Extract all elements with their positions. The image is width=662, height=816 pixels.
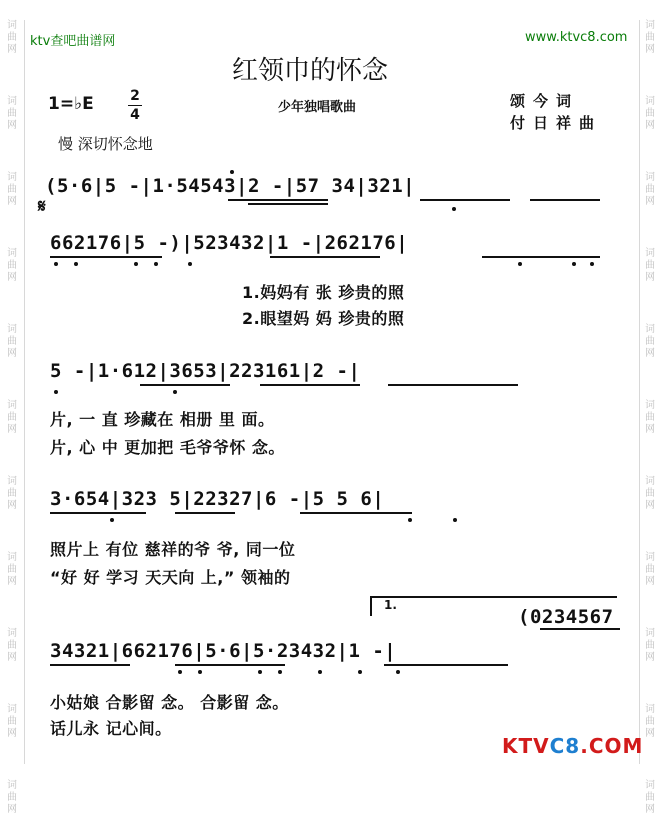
octave-dot — [258, 670, 262, 674]
logo-part-c8: C8 — [549, 734, 581, 758]
song-title: 红领巾的怀念 — [232, 56, 389, 86]
beam-line — [50, 664, 130, 666]
octave-dot — [134, 262, 138, 266]
beam-line — [175, 664, 285, 666]
beam-line — [300, 512, 412, 514]
octave-dot — [358, 670, 362, 674]
lyric-row-4-verse-2: “好 好 学习 天天向 上,” 领袖的 — [50, 568, 291, 587]
lyric-row-2-verse-2: 2.眼望妈 妈 珍贵的照 — [242, 309, 405, 328]
beam-line — [540, 628, 620, 630]
right-side-watermark: 词曲网 词曲网 词曲网 词曲网 词曲网 词曲网 词曲网 词曲网 词曲网 词曲网 词曲网 — [645, 20, 655, 815]
score-row-5: 34321|662176|5·6|5·23432|1 -| — [50, 640, 397, 662]
beam-line — [228, 199, 328, 201]
lyric-row-2-verse-1: 1.妈妈有 张 珍贵的照 — [242, 283, 405, 302]
octave-dot — [518, 262, 522, 266]
beam-line — [420, 199, 510, 201]
beam-line — [50, 512, 146, 514]
key-signature: 1=♭E — [48, 94, 94, 114]
beam-line — [530, 199, 600, 201]
song-genre: 少年独唱歌曲 — [278, 100, 357, 115]
beam-line — [388, 384, 518, 386]
time-signature-bottom: 4 — [130, 107, 140, 123]
lyric-row-5-verse-1: 小姑娘 合影留 念。 合影留 念。 — [50, 693, 289, 712]
octave-dot — [198, 670, 202, 674]
time-signature-line — [128, 105, 142, 106]
beam-line — [482, 256, 600, 258]
lyric-row-3-verse-2: 片, 心 中 更加把 毛爷爷怀 念。 — [50, 438, 285, 457]
octave-dot — [230, 170, 234, 174]
lyric-row-4-verse-1: 照片上 有位 慈祥的爷 爷, 同一位 — [50, 540, 296, 559]
beam-line — [140, 384, 230, 386]
octave-dot — [318, 670, 322, 674]
lyric-row-5-verse-2: 话儿永 记心间。 — [50, 719, 172, 738]
beam-line — [270, 256, 380, 258]
score-row-1: (5·6|5 -|1·54543|2 -|57 34|321| — [45, 175, 416, 197]
volta-number: 1. — [384, 598, 397, 612]
tempo-marking: 慢 深切怀念地 — [58, 135, 153, 153]
composer-credit: 付日祥曲 — [510, 114, 603, 132]
octave-dot — [396, 670, 400, 674]
octave-dot — [590, 262, 594, 266]
octave-dot — [54, 262, 58, 266]
beam-line — [248, 203, 328, 205]
score-row-5-prelude: (0234567 — [518, 606, 614, 628]
logo-part-ktv: KTV — [502, 734, 550, 758]
octave-dot — [54, 390, 58, 394]
site-watermark-right: www.ktvc8.com — [525, 30, 628, 45]
segno-sign: 𝄋 — [38, 196, 46, 217]
time-signature — [128, 88, 142, 123]
logo-part-com: .COM — [580, 734, 644, 758]
beam-line — [175, 512, 235, 514]
octave-dot — [110, 518, 114, 522]
lyricist-credit: 颂今词 — [510, 92, 580, 110]
octave-dot — [452, 207, 456, 211]
score-row-3: 5 -|1·612|3653|223161|2 -| — [50, 360, 361, 382]
octave-dot — [178, 670, 182, 674]
lyric-row-3-verse-1: 片, 一 直 珍藏在 相册 里 面。 — [50, 410, 275, 429]
site-logo — [502, 734, 643, 758]
octave-dot — [173, 390, 177, 394]
score-row-2: 662176|5 -)|523432|1 -|262176| — [50, 232, 409, 254]
octave-dot — [278, 670, 282, 674]
beam-line — [50, 256, 162, 258]
octave-dot — [154, 262, 158, 266]
left-side-watermark: 词曲网 词曲网 词曲网 词曲网 词曲网 词曲网 词曲网 词曲网 词曲网 词曲网 词曲网 — [7, 20, 17, 815]
octave-dot — [188, 262, 192, 266]
octave-dot — [74, 262, 78, 266]
octave-dot — [453, 518, 457, 522]
octave-dot — [572, 262, 576, 266]
beam-line — [260, 384, 360, 386]
score-row-4: 3·654|323 5|22327|6 -|5 5 6| — [50, 488, 385, 510]
time-signature-top: 2 — [130, 88, 140, 104]
site-watermark-left: ktv查吧曲谱网 — [30, 34, 116, 49]
beam-line — [384, 664, 508, 666]
octave-dot — [408, 518, 412, 522]
